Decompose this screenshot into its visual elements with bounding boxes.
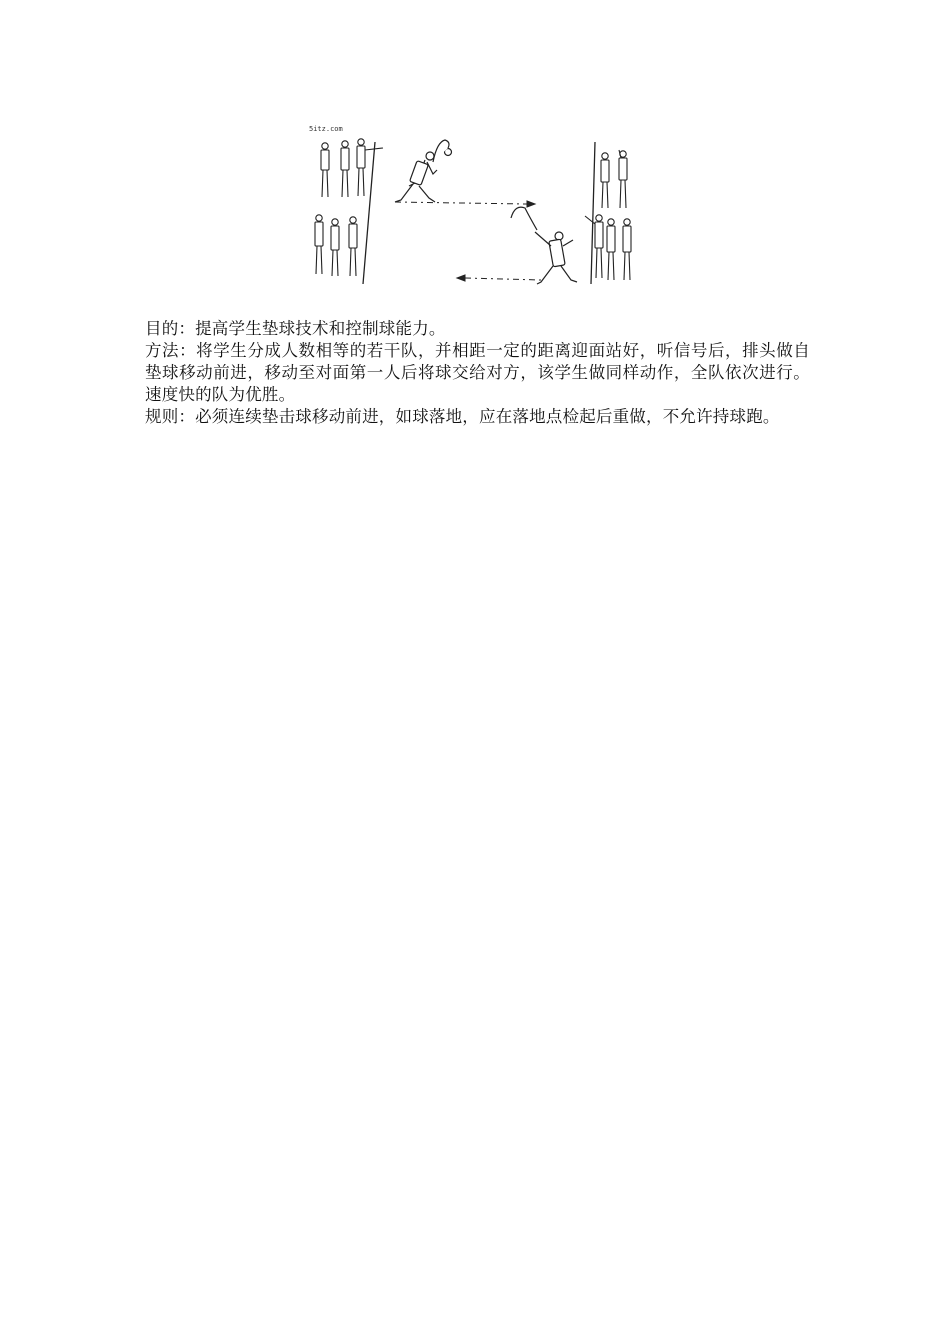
method-paragraph: 方法：将学生分成人数相等的若干队，并相距一定的距离迎面站好，听信号后，排头做自垫球移动前进，移动至对面第一人后将球交给对方，该学生做同样动作，全队依次进行。速度快的队为优胜。 [145,341,810,404]
right-moving-player [511,207,577,284]
top-dashed-arrow [395,201,535,207]
purpose-paragraph: 目的：提高学生垫球技术和控制球能力。 [145,319,446,338]
body-text [145,318,810,428]
right-boundary-line [591,142,595,284]
left-bottom-players [315,215,357,276]
left-top-players [321,139,383,197]
bottom-dashed-arrow [457,275,541,281]
left-moving-player [395,140,452,202]
drill-diagram [305,122,640,290]
image-watermark: 5itz.com [309,125,343,133]
right-top-players [601,150,627,208]
rules-paragraph: 规则：必须连续垫击球移动前进，如球落地，应在落地点检起后重做，不允许持球跑。 [145,407,780,426]
drill-illustration [305,122,640,290]
